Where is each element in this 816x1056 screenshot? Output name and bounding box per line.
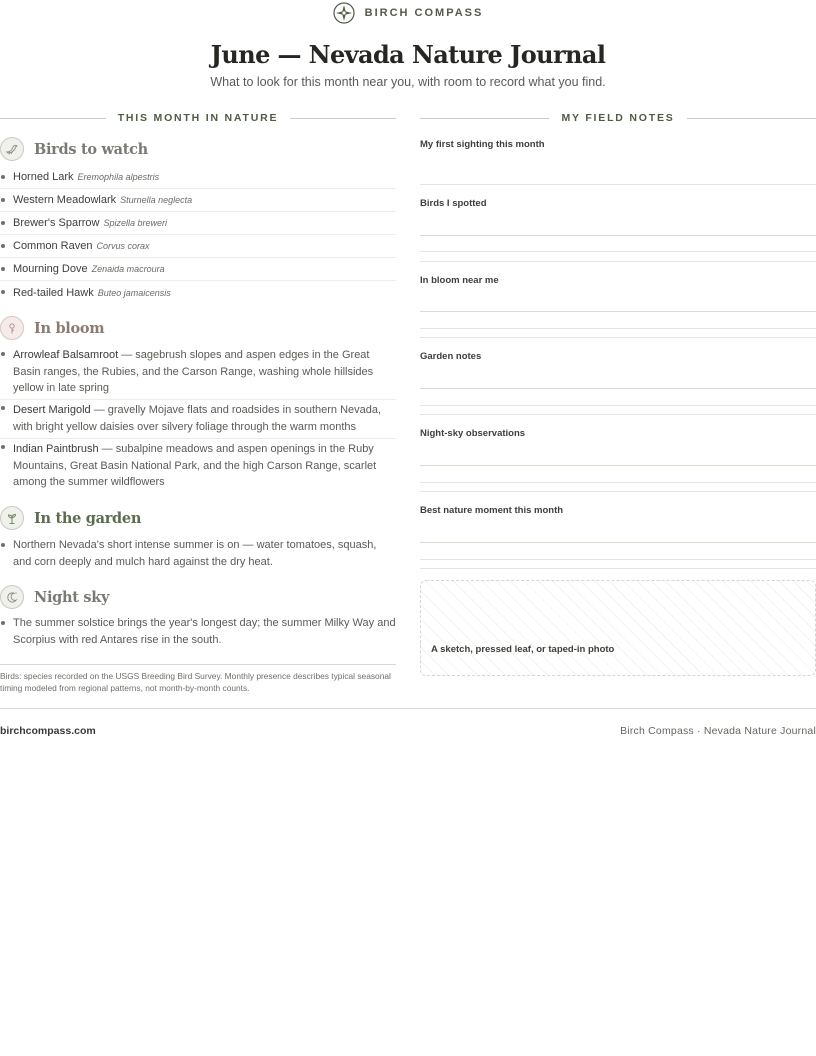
footer-divider bbox=[0, 708, 816, 709]
bird-scientific-name: Sturnella neglecta bbox=[120, 195, 193, 205]
list-item bbox=[0, 166, 396, 189]
writing-line bbox=[420, 184, 816, 185]
bloom-section-title: In bloom bbox=[34, 319, 105, 337]
bird-name: Horned Lark bbox=[13, 171, 74, 183]
night-sky-observations-field[interactable] bbox=[420, 428, 816, 439]
nature-column-heading bbox=[0, 111, 396, 125]
list-item bbox=[0, 235, 396, 258]
writing-line bbox=[420, 465, 816, 466]
bird-name: Common Raven bbox=[13, 240, 93, 252]
night-sky-section-header bbox=[0, 584, 396, 610]
bird-name: Western Meadowlark bbox=[13, 194, 117, 206]
page-subtitle: What to look for this month near you, with room to record what you find. bbox=[210, 75, 606, 89]
flower-icon bbox=[0, 316, 24, 340]
footer-credit: Birch Compass · Nevada Nature Journal bbox=[620, 725, 816, 737]
sprout-icon bbox=[0, 506, 24, 530]
writing-line bbox=[420, 414, 816, 415]
first-sighting-field[interactable] bbox=[420, 139, 816, 150]
list-item bbox=[0, 212, 396, 235]
list-item bbox=[0, 439, 396, 493]
page-title: June — Nevada Nature Journal bbox=[210, 40, 606, 69]
writing-line bbox=[420, 328, 816, 329]
writing-line bbox=[420, 568, 816, 569]
bird-name: Mourning Dove bbox=[13, 263, 88, 275]
bloom-section-header bbox=[0, 315, 396, 341]
brand-header bbox=[0, 2, 816, 24]
garden-notes-field[interactable] bbox=[420, 351, 816, 362]
notes-column-label: MY FIELD NOTES bbox=[561, 112, 675, 124]
flower-name: Desert Marigold bbox=[13, 404, 91, 416]
writing-line bbox=[420, 251, 816, 252]
garden-section-header bbox=[0, 505, 396, 531]
list-item bbox=[0, 258, 396, 281]
moon-icon bbox=[0, 585, 24, 609]
writing-line bbox=[420, 491, 816, 492]
flower-description: — gravelly Mojave flats and roadsides in southern Nevada, with bright yellow daisies over silvery foliage through the warm months bbox=[13, 404, 382, 433]
field-label: My first sighting this month bbox=[420, 139, 545, 150]
notes-column-heading bbox=[420, 111, 816, 125]
nature-column-label: THIS MONTH IN NATURE bbox=[117, 112, 279, 124]
bird-name: Red-tailed Hawk bbox=[13, 286, 94, 299]
flower-name: Indian Paintbrush bbox=[13, 443, 99, 455]
bird-icon bbox=[0, 137, 24, 161]
bird-scientific-name: Spizella breweri bbox=[103, 218, 167, 228]
list-item bbox=[0, 281, 396, 304]
bird-list bbox=[0, 166, 396, 304]
writing-line bbox=[420, 337, 816, 338]
footer-site-link[interactable]: birchcompass.com bbox=[0, 725, 96, 737]
list-item bbox=[0, 346, 396, 400]
bird-scientific-name: Eremophila alpestris bbox=[77, 172, 160, 182]
field-label: Best nature moment this month bbox=[420, 505, 564, 516]
garden-section-title: In the garden bbox=[34, 509, 142, 527]
bird-scientific-name: Zenaida macroura bbox=[91, 264, 165, 274]
writing-line bbox=[420, 405, 816, 406]
writing-line bbox=[420, 559, 816, 560]
writing-line bbox=[420, 235, 816, 236]
list-item: The summer solstice brings the year's longest day; the summer Milky Way and Scorpius with red Antares rise in the south. bbox=[0, 615, 396, 648]
writing-line bbox=[420, 261, 816, 262]
list-item bbox=[0, 400, 396, 439]
garden-list bbox=[0, 537, 396, 570]
birds-spotted-field[interactable] bbox=[420, 198, 816, 209]
field-label: Night-sky observations bbox=[420, 428, 526, 439]
flower-description: — sagebrush slopes and aspen edges in the Great Basin ranges, the Rubies, and the Carson Range, washing whole hillsides yellow in late spring bbox=[13, 349, 374, 394]
bird-scientific-name: Buteo jamaicensis bbox=[97, 287, 171, 298]
field-label: Garden notes bbox=[420, 351, 482, 362]
night-sky-section-title: Night sky bbox=[34, 588, 110, 606]
bird-scientific-name: Corvus corax bbox=[96, 241, 150, 251]
birds-section-title: Birds to watch bbox=[34, 140, 148, 158]
source-footnote: Birds: species recorded on the USGS Breeding Bird Survey. Monthly presence describes typical seasonal timing modeled from regional patterns, not month-by-month counts. bbox=[0, 664, 396, 694]
brand-name: BIRCH COMPASS bbox=[364, 7, 484, 19]
field-label: In bloom near me bbox=[420, 275, 499, 286]
bird-name: Brewer's Sparrow bbox=[13, 217, 100, 229]
writing-line bbox=[420, 388, 816, 389]
in-bloom-field[interactable] bbox=[420, 275, 816, 286]
writing-line bbox=[420, 482, 816, 483]
flower-name: Arrowleaf Balsamroot bbox=[13, 349, 119, 361]
list-item bbox=[0, 189, 396, 212]
bloom-list bbox=[0, 346, 396, 493]
night-sky-list bbox=[0, 615, 396, 648]
writing-line bbox=[420, 311, 816, 312]
list-item: Northern Nevada's short intense summer is on — water tomatoes, squash, and corn deeply and mulch hard against the dry heat. bbox=[0, 537, 396, 570]
birds-section-header bbox=[0, 136, 396, 162]
field-label: Birds I spotted bbox=[420, 198, 487, 209]
writing-line bbox=[420, 542, 816, 543]
best-moment-field[interactable] bbox=[420, 505, 816, 516]
compass-icon bbox=[333, 2, 355, 24]
sketch-box[interactable] bbox=[420, 580, 816, 676]
sketch-label: A sketch, pressed leaf, or taped-in photo bbox=[431, 644, 615, 655]
flower-description: — subalpine meadows and aspen openings in the Ruby Mountains, Great Basin National Park, and the high Carson Range, scarlet among the summer wildflowers bbox=[13, 443, 377, 488]
